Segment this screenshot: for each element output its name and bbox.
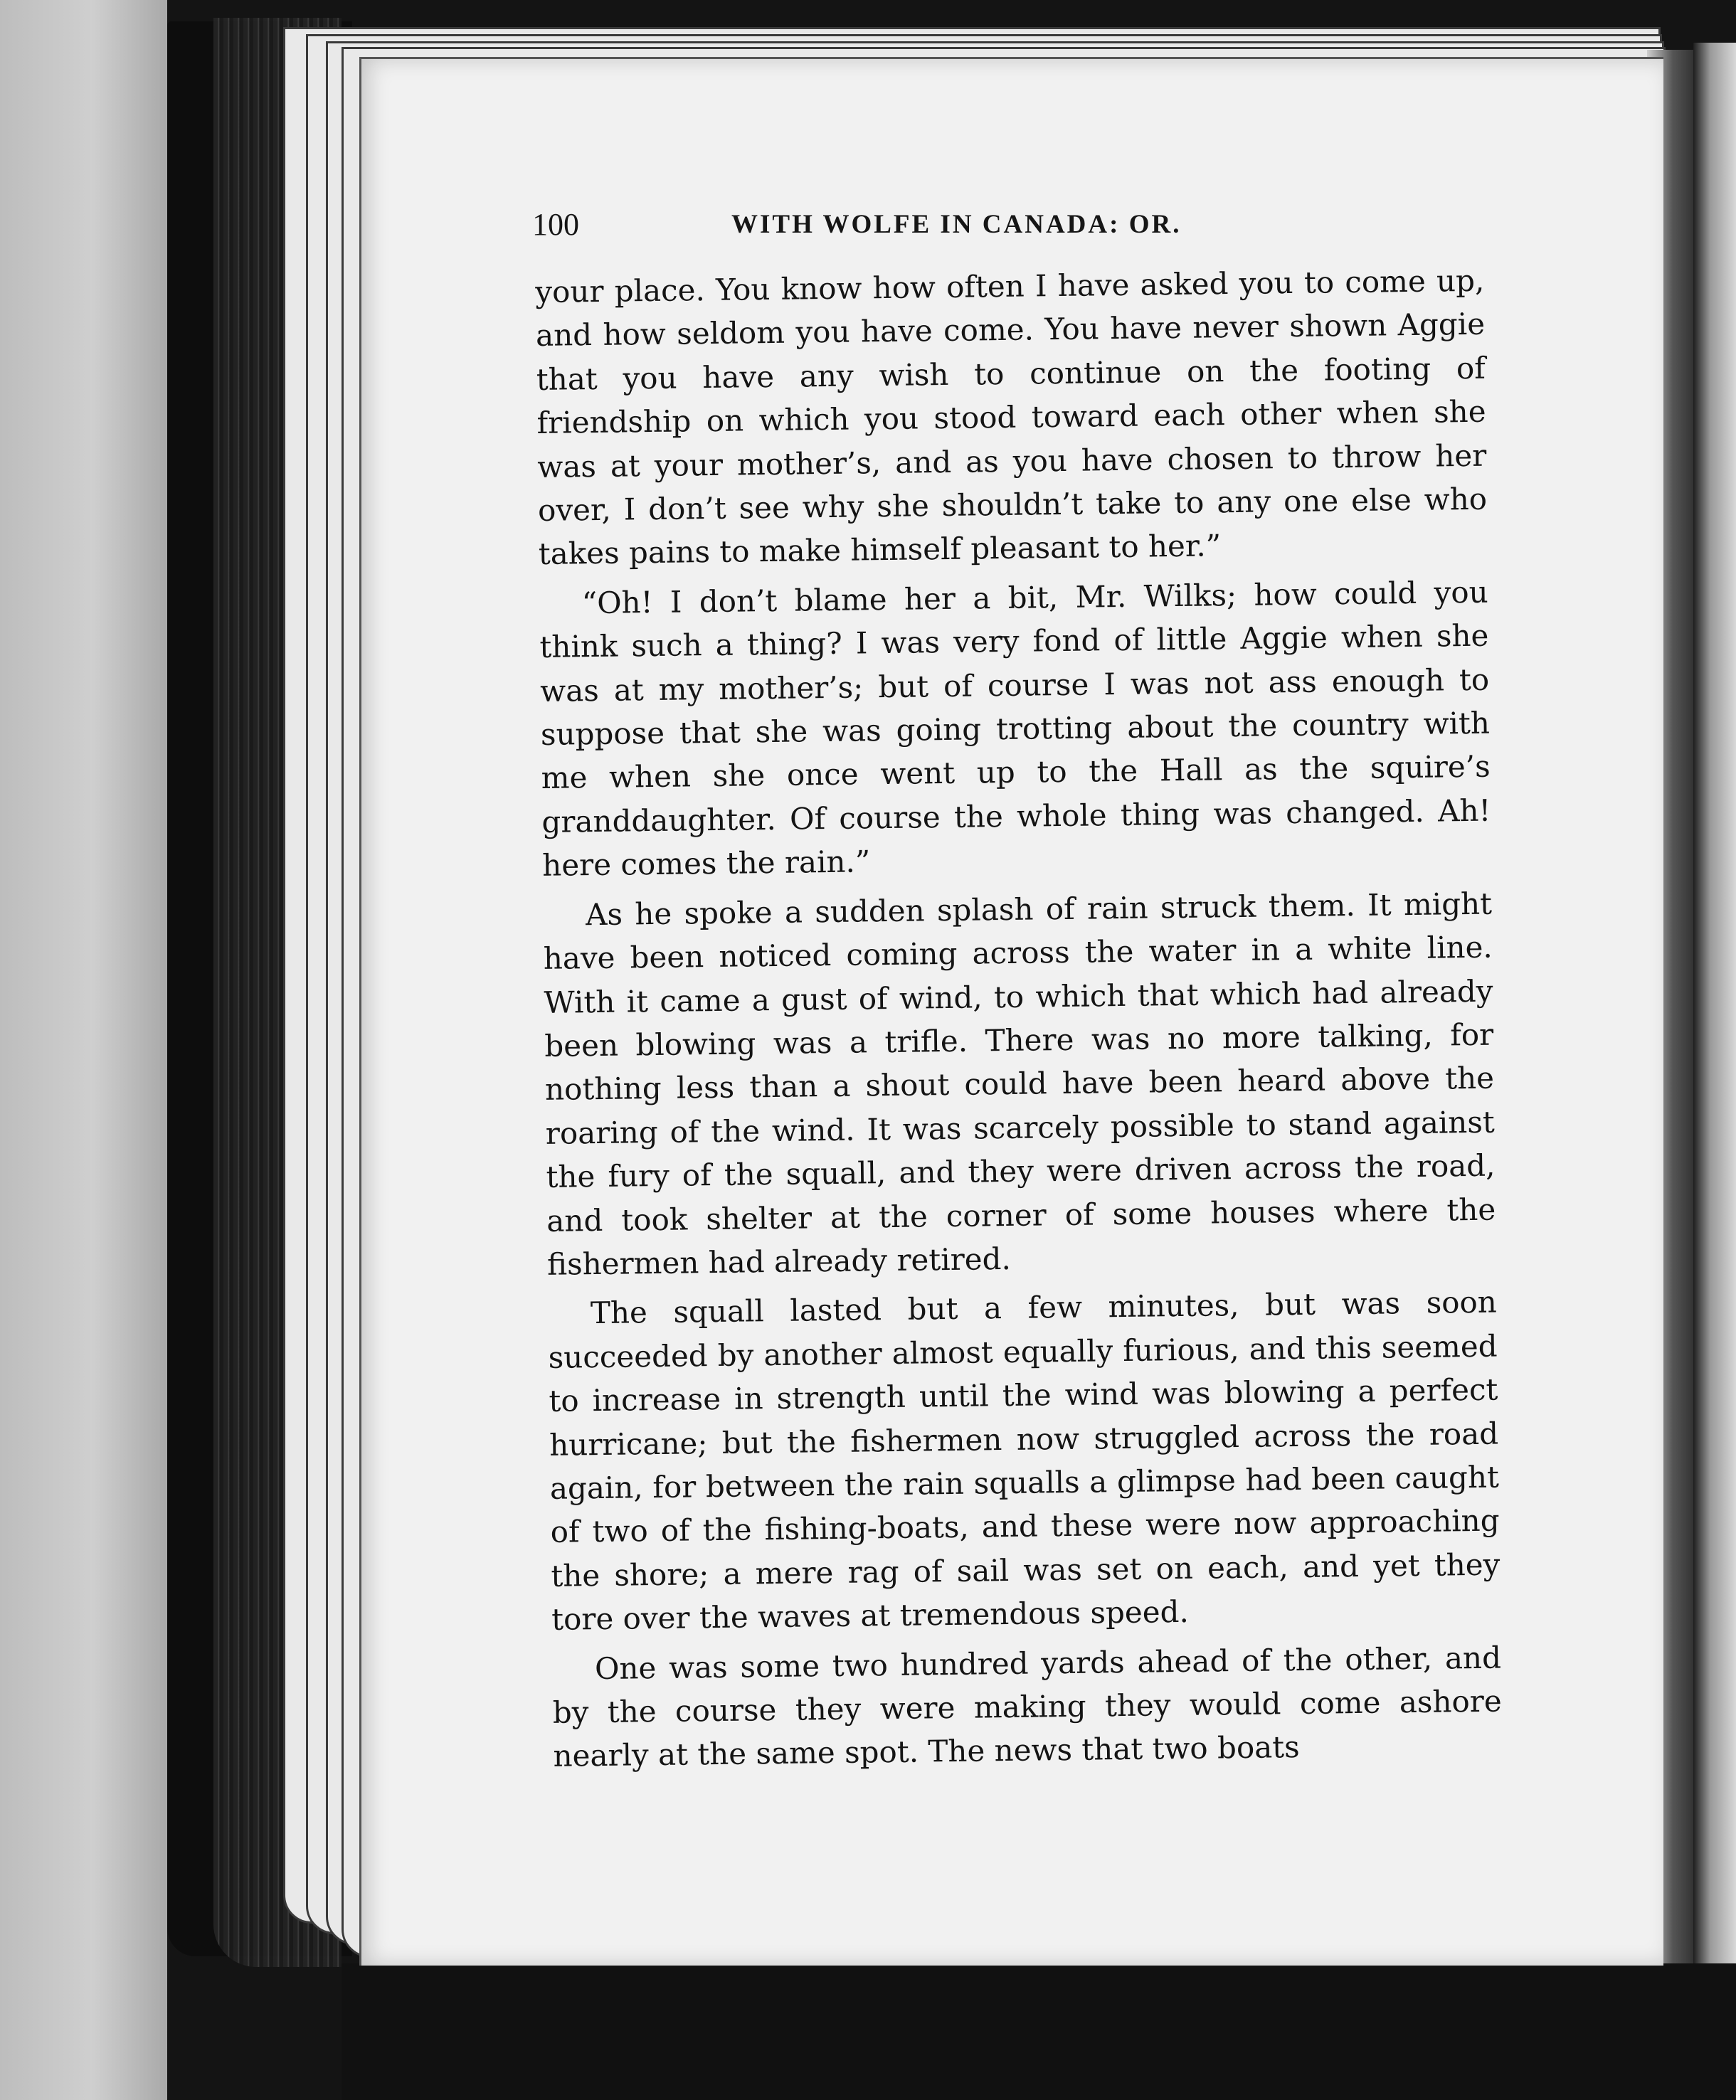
page-header: [532, 206, 1484, 249]
paragraph: As he spoke a sudden splash of rain struck them. It might have been noticed coming across the water in a white line. With it came a gust of wind, to which that which had already been blowing was a trifle. There was no more talking, for nothing less than a shout could have been heard above the roaring of the wind. It was scarcely possible to stand against the fury of the squall, and they were driven across the road, and took shelter at the corner of some houses where the fishermen had already retired.: [543, 886, 1496, 1282]
paragraph: The squall lasted but a few minutes, but was soon succeeded by another almost equally furious, and this seemed to increase in strength until the wind was blowing a perfect hurricane; but the fishermen now struggled across the road again, for between the rain squalls a glimpse had been caught of two of the fishing-boats, and these were now approaching the shore; a mere rag of sail was set on each, and yet they tore over the waves at tremendous speed.: [548, 1284, 1501, 1638]
page-number: 100: [532, 207, 579, 242]
paragraph: “Oh! I don’t blame her a bit, Mr. Wilks; how could you think such a thing? I was very fond of little Aggie when she was at my mother’s; but of course I was not ass enough to suppose that she was going trotting about the country with me when she once went up to the Hall as the squire’s granddaughter. Of course the whole thing was changed. Ah! here comes the rain.”: [539, 574, 1491, 884]
scan-bottom-shadow: [342, 1963, 1736, 2100]
paragraph: One was some two hundred yards ahead of the other, and by the course they were making they would come ashore nearly at the same spot. The news that two boats: [552, 1640, 1502, 1774]
facing-page-edge: [1693, 43, 1736, 1978]
paragraph: your place. You know how often I have asked you to come up, and how seldom you have come. You have never shown Aggie that you have any wish to continue on the footing of friendship on which you stood toward each other when she was at your mother’s, and as you have chosen to throw her over, I don’t see why she shouldn’t take to any one else who takes pains to make himself pleasant to her.”: [535, 262, 1488, 572]
running-title: WITH WOLFE IN CANADA: OR.: [731, 210, 1182, 239]
body-text: [535, 259, 1503, 1778]
table-surface: [0, 0, 167, 2100]
